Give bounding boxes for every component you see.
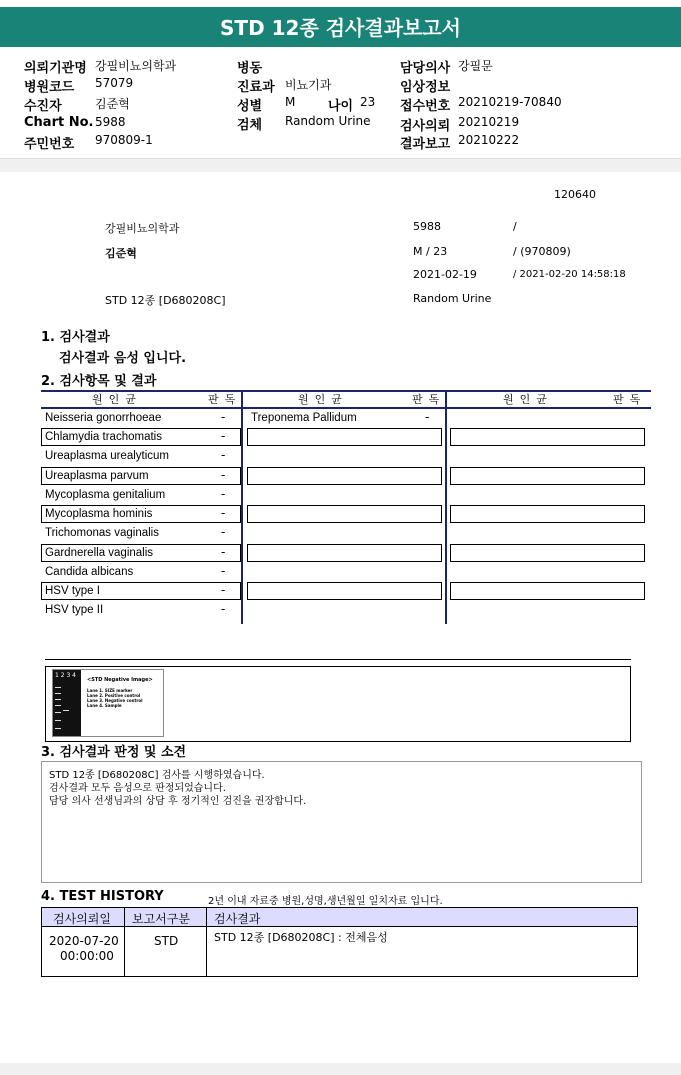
- bottom-bar: [0, 1063, 681, 1075]
- summary-chart: 5988: [413, 220, 441, 233]
- doctor-label: 담당의사: [400, 61, 451, 76]
- request-value: 20210219: [458, 115, 520, 129]
- organism-name: Mycoplasma genitalium: [45, 489, 166, 501]
- empty-cell: [247, 582, 442, 600]
- report-title: STD 12종 검사결과보고서: [220, 16, 461, 40]
- report-date-label: 결과보고: [400, 137, 451, 152]
- summary-id: 120640: [554, 188, 596, 201]
- organism-result: -: [221, 583, 226, 597]
- gel-lane-numbers: 1 2 3 4: [55, 672, 76, 679]
- summary-patient: 김준혁: [105, 247, 137, 260]
- gel-lane3: Lane 3. Negative control: [87, 698, 143, 703]
- empty-cell: [450, 428, 645, 446]
- code-label: 병원코드: [24, 80, 75, 95]
- gel-band: [55, 712, 61, 713]
- organism-result: -: [221, 410, 226, 424]
- clinical-label: 임상정보: [400, 80, 451, 95]
- empty-cell: [450, 467, 645, 485]
- history-divider: [124, 908, 125, 976]
- age-value: 23: [360, 95, 376, 109]
- gel-band: [55, 687, 61, 688]
- organism-result: -: [221, 429, 226, 443]
- organism-result: -: [221, 487, 226, 501]
- opinion-box: [41, 761, 642, 883]
- organism-result: -: [221, 602, 226, 616]
- resident-label: 주민번호: [24, 137, 75, 152]
- history-result: STD 12종 [D680208C] : 전체음성: [214, 931, 388, 944]
- report-banner: [0, 7, 681, 47]
- col1-judge-header: 판독: [208, 393, 242, 406]
- table-column-divider: [445, 390, 447, 624]
- organism-name: Trichomonas vaginalis: [45, 527, 159, 539]
- gel-title: <STD Negative Image>: [87, 677, 153, 683]
- section1-title: 1. 검사결과: [41, 330, 110, 345]
- organism-result: -: [221, 564, 226, 578]
- empty-cell: [247, 505, 442, 523]
- organism-result: -: [221, 525, 226, 539]
- organism-name: Chlamydia trachomatis: [45, 431, 162, 443]
- ward-label: 병동: [237, 61, 263, 76]
- organism-result: -: [221, 448, 226, 462]
- dept-value: 비뇨기과: [285, 78, 332, 92]
- sex-value: M: [285, 95, 296, 109]
- doctor-value: 강필문: [458, 59, 493, 73]
- report-date-value: 20210222: [458, 133, 520, 147]
- code-value: 57079: [95, 76, 134, 90]
- empty-cell: [247, 428, 442, 446]
- history-header-result: 검사결과: [214, 912, 261, 926]
- resident-value: 970809-1: [95, 133, 153, 147]
- patient-value: 김준혁: [95, 97, 130, 111]
- history-date: 2020-07-20: [49, 934, 119, 948]
- gel-band: [63, 710, 69, 711]
- image-separator: [45, 659, 631, 660]
- gel-lanes: [53, 670, 81, 736]
- gel-lane4: Lane 4. Sample: [87, 703, 122, 708]
- request-label: 검사의뢰: [400, 119, 451, 134]
- summary-test: STD 12종 [D680208C]: [105, 294, 226, 307]
- summary-birth: / (970809): [513, 245, 571, 258]
- gel-band: [55, 720, 61, 721]
- opinion-line: 담당 의사 선생님과의 상담 후 정기적인 검진을 권장합니다.: [49, 796, 307, 807]
- dept-label: 진료과: [237, 80, 275, 95]
- section3-title: 3. 검사결과 판정 및 소견: [41, 745, 187, 760]
- gel-image: [52, 669, 164, 737]
- empty-cell: [450, 582, 645, 600]
- summary-specimen: Random Urine: [413, 292, 492, 305]
- gel-lane1: Lane 1. SIZE marker: [87, 688, 133, 693]
- reception-value: 20210219-70840: [458, 95, 562, 109]
- history-header-type: 보고서구분: [132, 912, 190, 926]
- opinion-line: STD 12종 [D680208C] 검사를 시행하였습니다.: [49, 770, 265, 781]
- section2-title: 2. 검사항목 및 결과: [41, 374, 157, 389]
- organism-name: Treponema Pallidum: [251, 412, 357, 424]
- organism-name: Ureaplasma parvum: [45, 470, 149, 482]
- hospital-value: 강필비뇨의학과: [95, 59, 177, 73]
- gel-band: [55, 705, 61, 706]
- reception-label: 접수번호: [400, 99, 451, 114]
- history-divider: [206, 908, 207, 976]
- empty-cell: [247, 467, 442, 485]
- summary-date2: / 2021-02-20 14:58:18: [513, 269, 626, 280]
- col3-organism-header: 원인균: [503, 393, 553, 406]
- section1-result: 검사결과 음성 입니다.: [59, 351, 187, 366]
- section4-title: 4. TEST HISTORY: [41, 889, 164, 904]
- gel-band: [55, 693, 61, 694]
- gel-band: [55, 699, 61, 700]
- organism-name: Neisseria gonorrhoeae: [45, 412, 162, 424]
- summary-date1: 2021-02-19: [413, 268, 477, 281]
- col1-organism-header: 원인균: [92, 393, 142, 406]
- col2-judge-header: 판독: [412, 393, 446, 406]
- organism-name: Gardnerella vaginalis: [45, 547, 154, 559]
- history-header-date: 검사의뢰일: [53, 912, 111, 926]
- empty-cell: [450, 505, 645, 523]
- organism-result: -: [221, 506, 226, 520]
- history-table: [41, 907, 638, 977]
- gel-band: [55, 728, 61, 729]
- specimen-value: Random Urine: [285, 114, 371, 128]
- age-label: 나이: [328, 99, 354, 114]
- organism-result: -: [425, 410, 430, 424]
- organism-result: -: [221, 545, 226, 559]
- patient-label: 수진자: [24, 99, 62, 114]
- organism-name: Mycoplasma hominis: [45, 508, 153, 520]
- organism-name: HSV type II: [45, 604, 104, 616]
- organism-name: HSV type I: [45, 585, 100, 597]
- chart-label: Chart No.: [24, 115, 94, 130]
- organism-result: -: [221, 468, 226, 482]
- history-note: 2년 이내 자료중 병원,성명,생년월일 일치자료 입니다.: [208, 896, 443, 907]
- summary-slash: /: [513, 220, 517, 233]
- col2-organism-header: 원인균: [298, 393, 348, 406]
- chart-value: 5988: [95, 115, 126, 129]
- empty-cell: [247, 544, 442, 562]
- info-separator: [0, 158, 681, 172]
- table-column-divider: [241, 390, 243, 624]
- col3-judge-header: 판독: [613, 393, 647, 406]
- specimen-label: 검체: [237, 118, 263, 133]
- organism-name: Candida albicans: [45, 566, 134, 578]
- gel-lane2: Lane 2. Positive control: [87, 693, 141, 698]
- history-type: STD: [154, 934, 179, 948]
- history-time: 00:00:00: [60, 949, 114, 963]
- hospital-label: 의뢰기관명: [24, 61, 87, 76]
- opinion-line: 검사결과 모두 음성으로 판정되었습니다.: [49, 783, 226, 794]
- empty-cell: [450, 544, 645, 562]
- organism-name: Ureaplasma urealyticum: [45, 450, 169, 462]
- summary-sex-age: M / 23: [413, 245, 448, 258]
- summary-hospital: 강필비뇨의학과: [105, 222, 180, 235]
- table-header-border: [41, 407, 651, 409]
- sex-label: 성별: [237, 99, 263, 114]
